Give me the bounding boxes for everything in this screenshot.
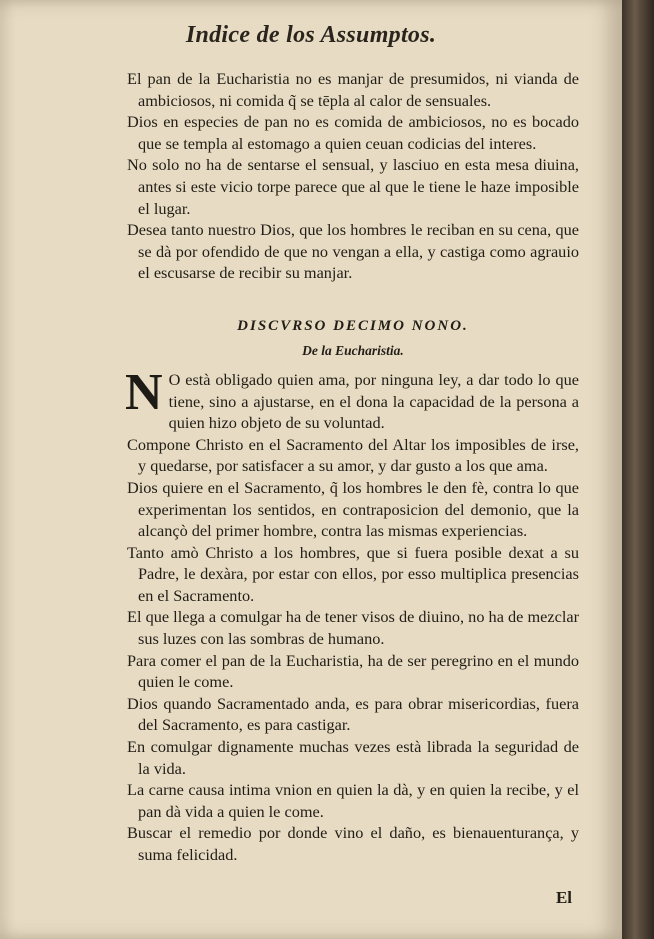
- index-entry: Desea tanto nuestro Dios, que los hombres le reciban en su cena, que se dà por ofendido de que no vengan a ella, y castiga como agrauio el escusarse de recibir su manjar.: [127, 220, 579, 283]
- first-entry-text: O està obligado quien ama, por ninguna ley, a dar todo lo que tiene, sino a ajustarse, en el dona la capacidad de la persona a quien hizo objeto de su voluntad.: [168, 369, 579, 433]
- index-entry: No solo no ha de sentarse el sensual, y lasciuo en esta mesa diuina, antes si este vicio torpe parece que al que le tiene le haze imposible el lugar.: [127, 155, 579, 218]
- drop-cap: N: [125, 363, 163, 421]
- index-entry: Dios quiere en el Sacramento, q̃ los hombres le den fè, contra lo que experimentan los sentidos, en contraposicion del demonio, que la alcançò del primer hombre, contra las mismas experiencias.: [127, 477, 579, 541]
- index-entry: Dios quando Sacramentado anda, es para obrar misericordias, fuera del Sacramento, es para castigar.: [127, 693, 579, 735]
- index-entry: El que llega a comulgar ha de tener visos de diuino, no ha de mezclar sus luzes con las sombras de humano.: [127, 607, 579, 649]
- index-entry: La carne causa intima vnion en quien la dà, y en quien la recibe, y el pan dà vida a quien le come.: [127, 780, 579, 821]
- index-entry: El pan de la Eucharistia no es manjar de presumidos, ni vianda de ambiciosos, ni comida q̃ se tēpla al calor de sensuales.: [127, 69, 579, 110]
- index-entry: Para comer el pan de la Eucharistia, ha de ser peregrino en el mundo quien le come.: [127, 650, 579, 692]
- catchword: El: [555, 888, 572, 907]
- index-entry: Tanto amò Christo a los hombres, que si fuera posible dexat a su Padre, le dexàra, por estar con ellos, por esso multiplica presencias en el Sacramento.: [127, 542, 579, 605]
- index-entry: En comulgar dignamente muchas vezes està librada la seguridad de la vida.: [127, 737, 579, 778]
- index-entry: Compone Christo en el Sacramento del Altar los imposibles de irse, y quedarse, por satisfacer a su amor, y dar gusto a los que ama.: [127, 434, 579, 476]
- book-edge: [622, 0, 654, 939]
- index-entry: Dios en especies de pan no es comida de ambiciosos, no es bocado que se templa al estomago a quien ceuan codicias del interes.: [127, 112, 579, 153]
- discourse-title: DISCVRSO DECIMO NONO.: [237, 317, 469, 334]
- discourse-subtitle: De la Eucharistia.: [302, 342, 404, 358]
- page-content: [127, 68, 579, 866]
- page-header: Indice de los Assumptos.: [185, 22, 437, 48]
- index-entry: Buscar el remedio por donde vino el daño, es bienauenturança, y suma felicidad.: [127, 823, 579, 864]
- index-entry: [125, 363, 579, 434]
